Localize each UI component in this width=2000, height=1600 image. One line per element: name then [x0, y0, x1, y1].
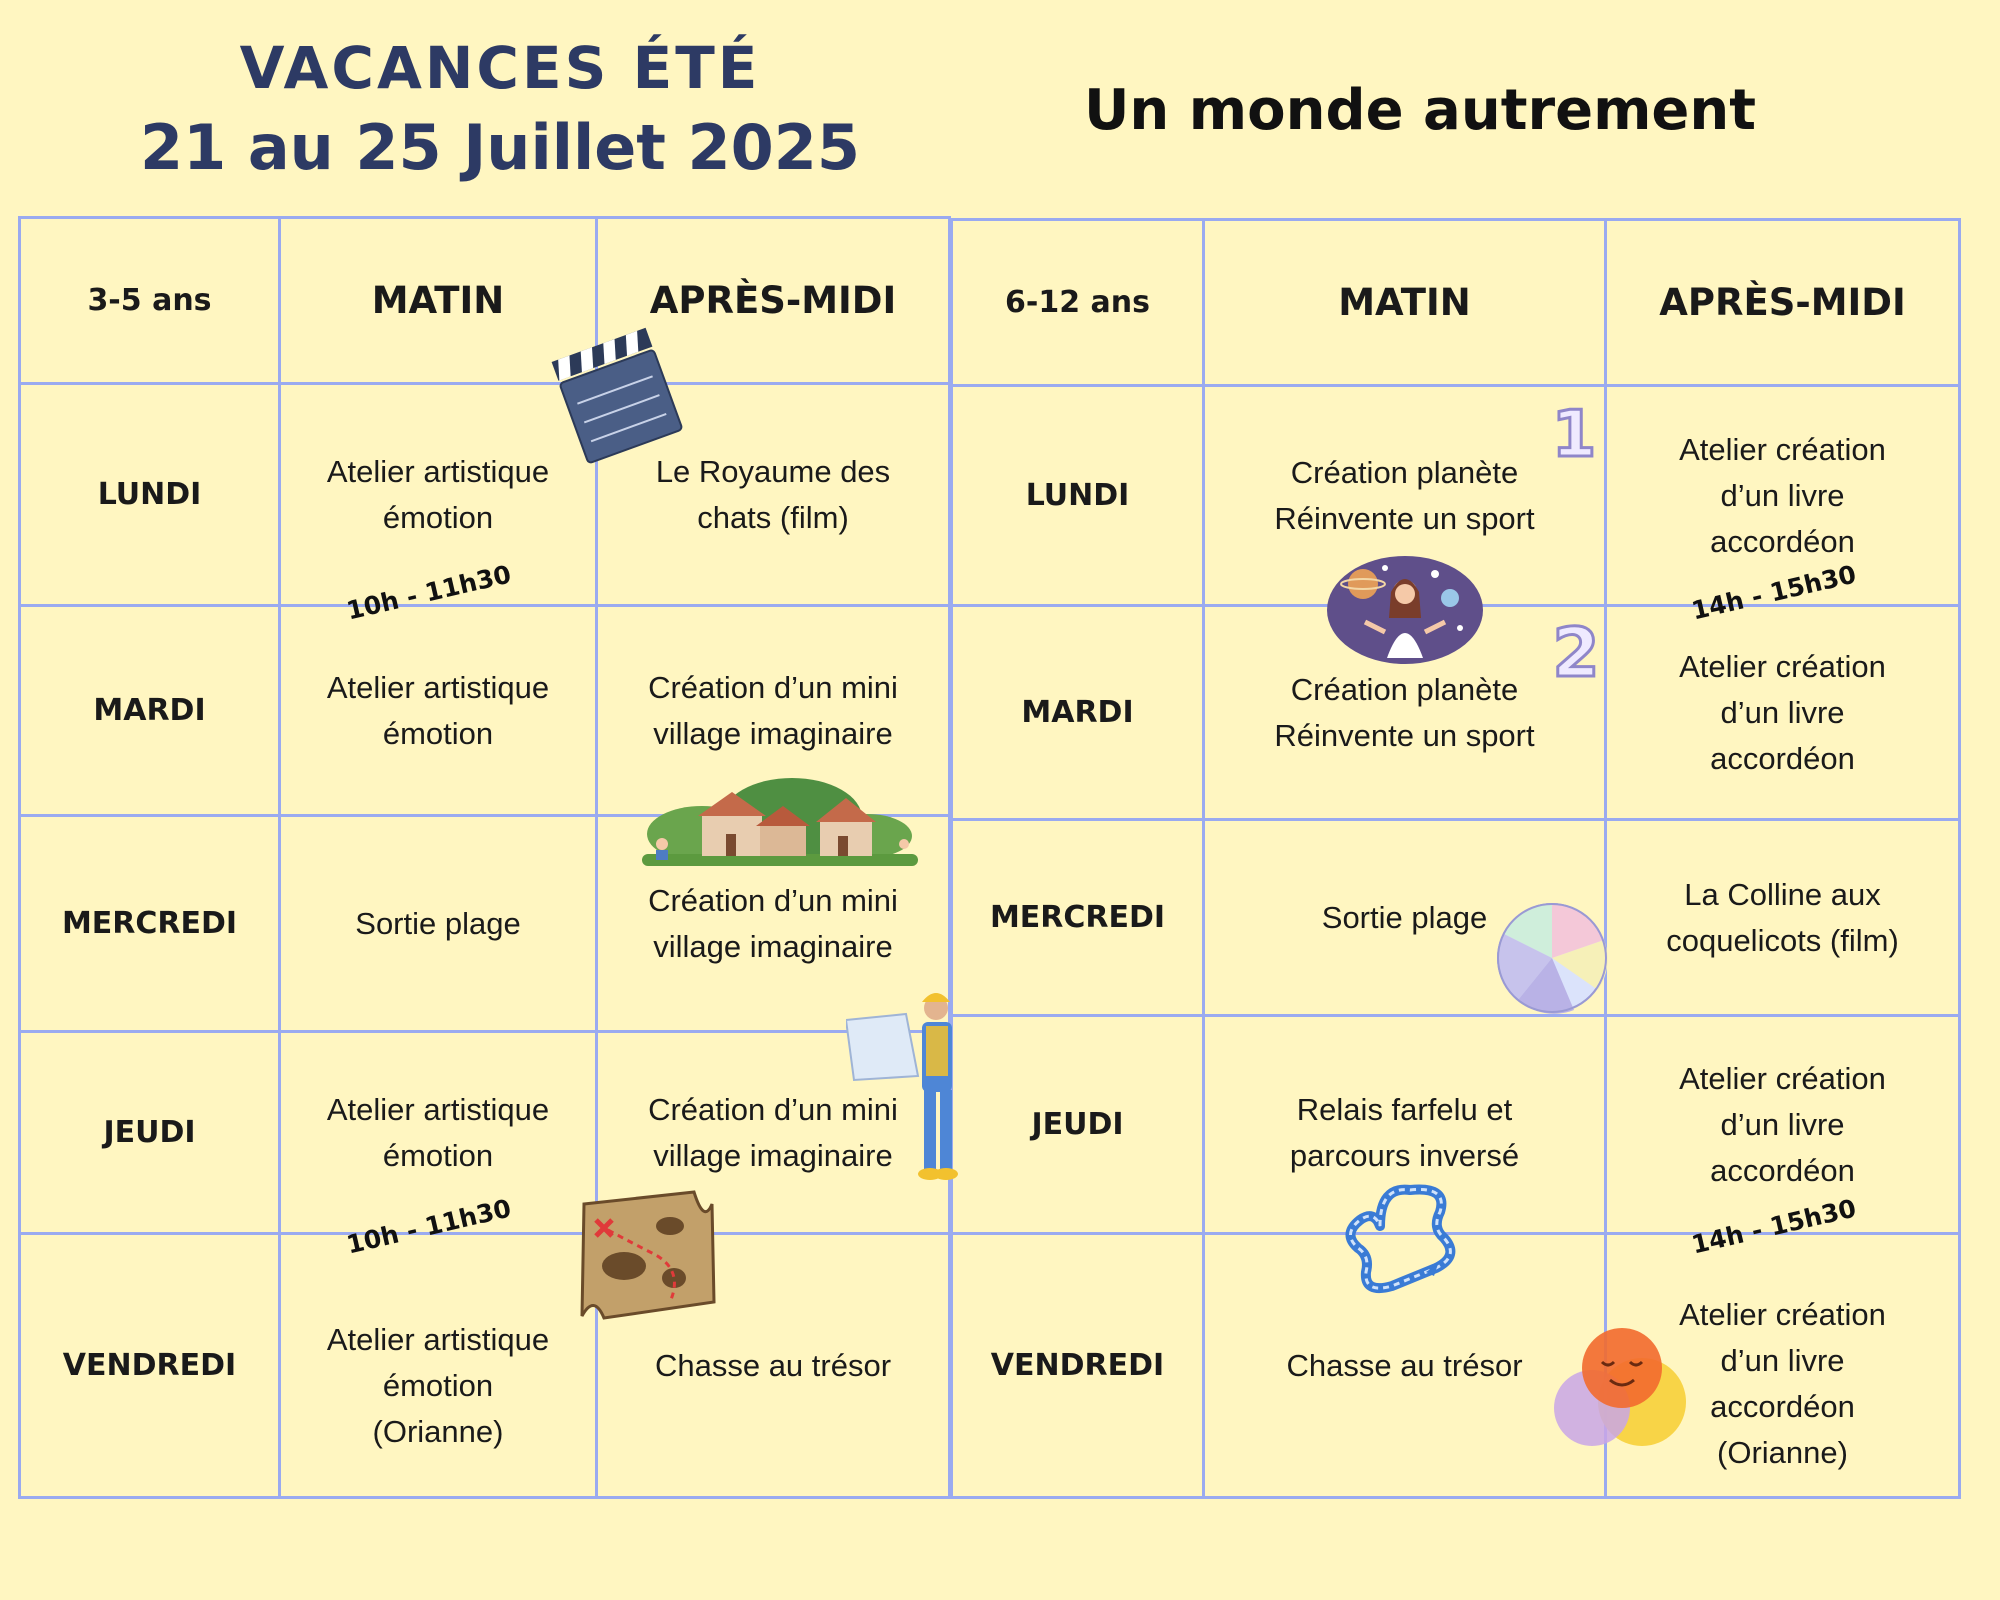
- builder-icon: [846, 980, 966, 1190]
- day-cell: MERCREDI: [952, 820, 1204, 1016]
- planet-girl-icon: [1325, 548, 1485, 664]
- time-label: 10h - 11h30: [343, 559, 514, 626]
- emotion-faces-icon: [1552, 1322, 1694, 1452]
- time-label: 10h - 11h30: [343, 1193, 514, 1260]
- time-label: 14h - 15h30: [1688, 559, 1859, 626]
- activity-cell: Création d’un mini village imaginaire: [597, 816, 950, 1032]
- day-cell: LUNDI: [20, 384, 280, 606]
- activity-cell: Création planète Réinvente un sport: [1204, 386, 1606, 606]
- activity-cell: Sortie plage: [1204, 820, 1606, 1016]
- day-cell: VENDREDI: [20, 1234, 280, 1498]
- activity-cell: Atelier création d’un livre accordéon (Orianne): [1606, 1234, 1960, 1498]
- activity-cell: Relais farfelu et parcours inversé: [1204, 1016, 1606, 1234]
- activity-cell: Création planète Réinvente un sport: [1204, 606, 1606, 820]
- program-subtitle: Un monde autrement: [1083, 78, 1757, 143]
- age-header: 3-5 ans: [20, 218, 280, 384]
- activity-cell: Création d’un mini village imaginaire: [597, 606, 950, 816]
- main-title: [60, 28, 940, 188]
- treasure-map-icon: [574, 1184, 718, 1328]
- svg-text:2: 2: [1552, 614, 1600, 686]
- day-cell: MERCREDI: [20, 816, 280, 1032]
- clapperboard-icon: [540, 310, 690, 470]
- title-line-1: VACANCES ÉTÉ: [239, 34, 761, 102]
- afternoon-header: APRÈS-MIDI: [597, 218, 950, 384]
- day-cell: MARDI: [20, 606, 280, 816]
- day-cell: VENDREDI: [952, 1234, 1204, 1498]
- morning-header: MATIN: [1204, 220, 1606, 386]
- activity-cell: Atelier création d’un livre accordéon: [1606, 1016, 1960, 1234]
- village-icon: [642, 774, 918, 866]
- activity-cell: Atelier artistique émotion: [280, 384, 597, 606]
- day-cell: JEUDI: [20, 1032, 280, 1234]
- activity-cell: Atelier artistique émotion: [280, 1032, 597, 1234]
- activity-cell: Création d’un mini village imaginaire: [597, 1032, 950, 1234]
- day-cell: LUNDI: [952, 386, 1204, 606]
- activity-cell: Chasse au trésor: [597, 1234, 950, 1498]
- activity-cell: Atelier artistique émotion (Orianne): [280, 1234, 597, 1498]
- title-line-2: 21 au 25 Juillet 2025: [139, 111, 861, 184]
- age-header: 6-12 ans: [952, 220, 1204, 386]
- afternoon-header: APRÈS-MIDI: [1606, 220, 1960, 386]
- svg-text:1: 1: [1552, 400, 1596, 466]
- race-track-icon: [1340, 1176, 1470, 1302]
- activity-cell: Chasse au trésor: [1204, 1234, 1606, 1498]
- number-two-badge: [1548, 614, 1604, 686]
- day-cell: JEUDI: [952, 1016, 1204, 1234]
- number-one-badge: [1552, 400, 1596, 466]
- activity-cell: Atelier création d’un livre accordéon: [1606, 386, 1960, 606]
- activity-cell: Le Royaume des chats (film): [597, 384, 950, 606]
- activity-cell: Sortie plage: [280, 816, 597, 1032]
- schedule-table-6-12: [950, 218, 1961, 1499]
- activity-cell: Atelier artistique émotion: [280, 606, 597, 816]
- morning-header: MATIN: [280, 218, 597, 384]
- day-cell: MARDI: [952, 606, 1204, 820]
- activity-cell: La Colline aux coquelicots (film): [1606, 820, 1960, 1016]
- beach-ball-icon: [1494, 900, 1610, 1016]
- time-label: 14h - 15h30: [1688, 1193, 1859, 1260]
- activity-cell: Atelier création d’un livre accordéon: [1606, 606, 1960, 820]
